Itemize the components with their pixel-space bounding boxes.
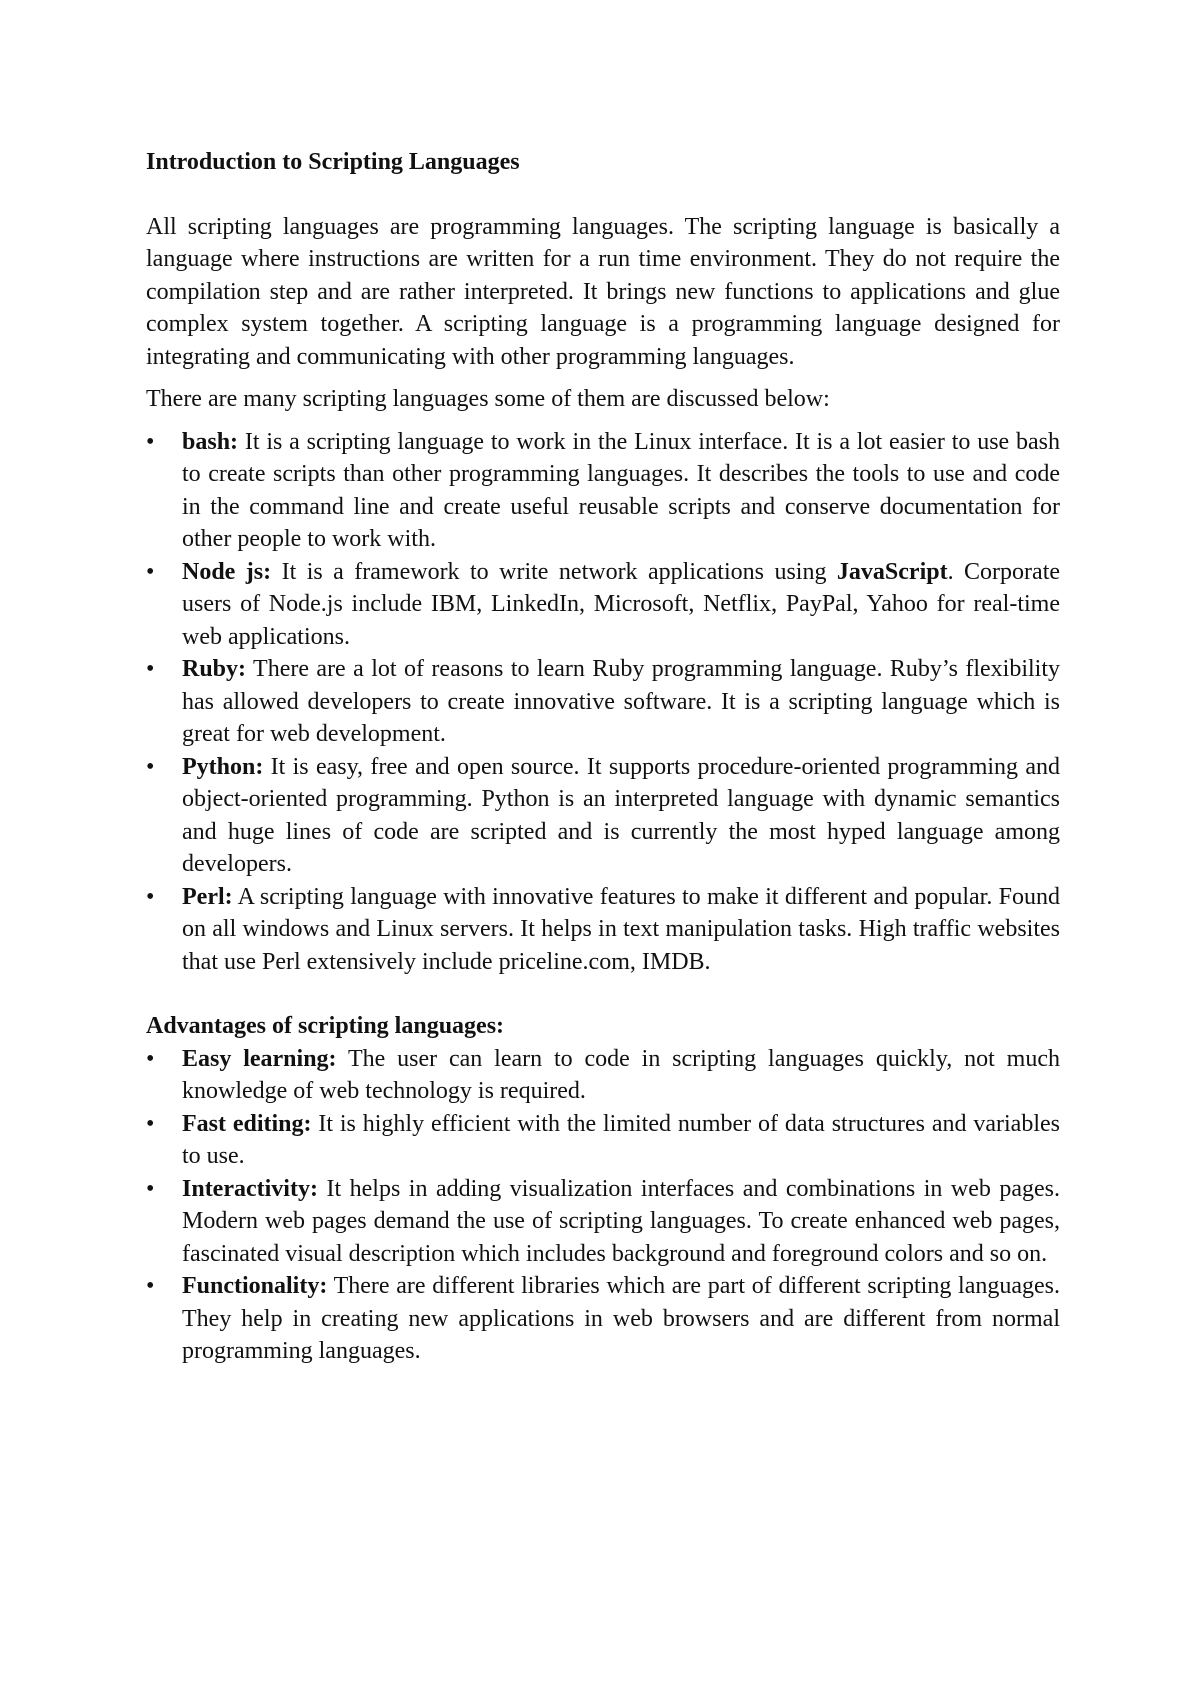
list-item-python <box>146 751 1060 881</box>
bullet-icon: • <box>146 558 155 585</box>
list-item-interactivity <box>146 1173 1060 1271</box>
list-item-functionality <box>146 1270 1060 1368</box>
item-text: A scripting language with innovative features to make it different and popular. Found on all windows and Linux servers. It helps in text manipulation tasks. High traffic websites that use Perl extensively include priceline.com, IMDB. <box>182 883 1060 975</box>
term-label: Easy learning: <box>182 1045 337 1072</box>
list-item-ruby <box>146 653 1060 751</box>
term-label: Perl: <box>182 883 233 910</box>
item-text: It is a scripting language to work in the Linux interface. It is a lot easier to use bash to create scripts than other programming languages. It describes the tools to use and code in the command line and create useful reusable scripts and conserve documentation for other people to work with. <box>182 428 1060 552</box>
item-text: It helps in adding visualization interfaces and combinations in web pages. Modern web pages demand the use of scripting languages. To create enhanced web pages, fascinated visual description which includes background and foreground colors and so on. <box>182 1175 1060 1267</box>
bullet-icon: • <box>146 1110 155 1137</box>
term-label: Node js: <box>182 558 272 585</box>
term-label: Interactivity: <box>182 1175 318 1202</box>
list-item-fast-editing <box>146 1108 1060 1173</box>
item-text: There are a lot of reasons to learn Ruby programming language. Ruby’s flexibility has allowed developers to create innovative software. It is a scripting language which is great for web development. <box>182 656 1060 747</box>
term-label: Fast editing: <box>182 1110 312 1137</box>
item-text: It is a framework to write network applications using <box>271 558 837 585</box>
highlight-javascript: JavaScript <box>836 558 948 585</box>
intro-paragraph: All scripting languages are programming languages. The scripting language is basically a language where instructions are written for a run time environment. They do not require the compilation step and are rather interpreted. It brings new functions to applications and glue complex system together. A scripting language is a programming language designed for integrating and communicating with other programming languages. <box>146 213 1060 370</box>
list-item-perl <box>146 881 1060 979</box>
advantages-heading: Advantages of scripting languages: <box>146 1013 505 1039</box>
bullet-icon: • <box>146 428 155 455</box>
bullet-icon: • <box>146 883 155 910</box>
bullet-icon: • <box>146 1045 155 1072</box>
item-text: It is easy, free and open source. It supports procedure-oriented programming and object-oriented programming. Python is an interpreted language with dynamic semantics and huge lines of code are scripted and is currently the most hyped language among developers. <box>182 753 1060 877</box>
advantages-list <box>146 1043 1060 1368</box>
list-item-bash <box>146 426 1060 556</box>
bullet-icon: • <box>146 1175 155 1202</box>
term-label: Functionality: <box>182 1273 328 1299</box>
document-title: Introduction to Scripting Languages <box>146 149 520 175</box>
languages-list <box>146 426 1060 979</box>
item-text-after: . Corporate users of Node.js include IBM, LinkedIn, Microsoft, Netflix, PayPal, Yahoo for real-time web applications. <box>182 558 1061 650</box>
bullet-icon: • <box>146 753 155 780</box>
term-label: Python: <box>182 753 264 780</box>
document-page <box>146 146 1060 1368</box>
term-label: bash: <box>182 428 239 455</box>
list-item-node-js <box>146 556 1060 654</box>
list-intro: There are many scripting languages some of them are discussed below: <box>146 386 830 412</box>
item-text: There are different libraries which are part of different scripting languages. They help in creating new applications in web browsers and are different from normal programming languages. <box>182 1273 1060 1364</box>
bullet-icon: • <box>146 656 155 682</box>
item-text: The user can learn to code in scripting languages quickly, not much knowledge of web technology is required. <box>182 1045 1060 1104</box>
bullet-icon: • <box>146 1273 155 1299</box>
item-text: It is highly efficient with the limited number of data structures and variables to use. <box>182 1110 1060 1169</box>
term-label: Ruby: <box>182 656 247 682</box>
list-item-easy-learning <box>146 1043 1060 1108</box>
